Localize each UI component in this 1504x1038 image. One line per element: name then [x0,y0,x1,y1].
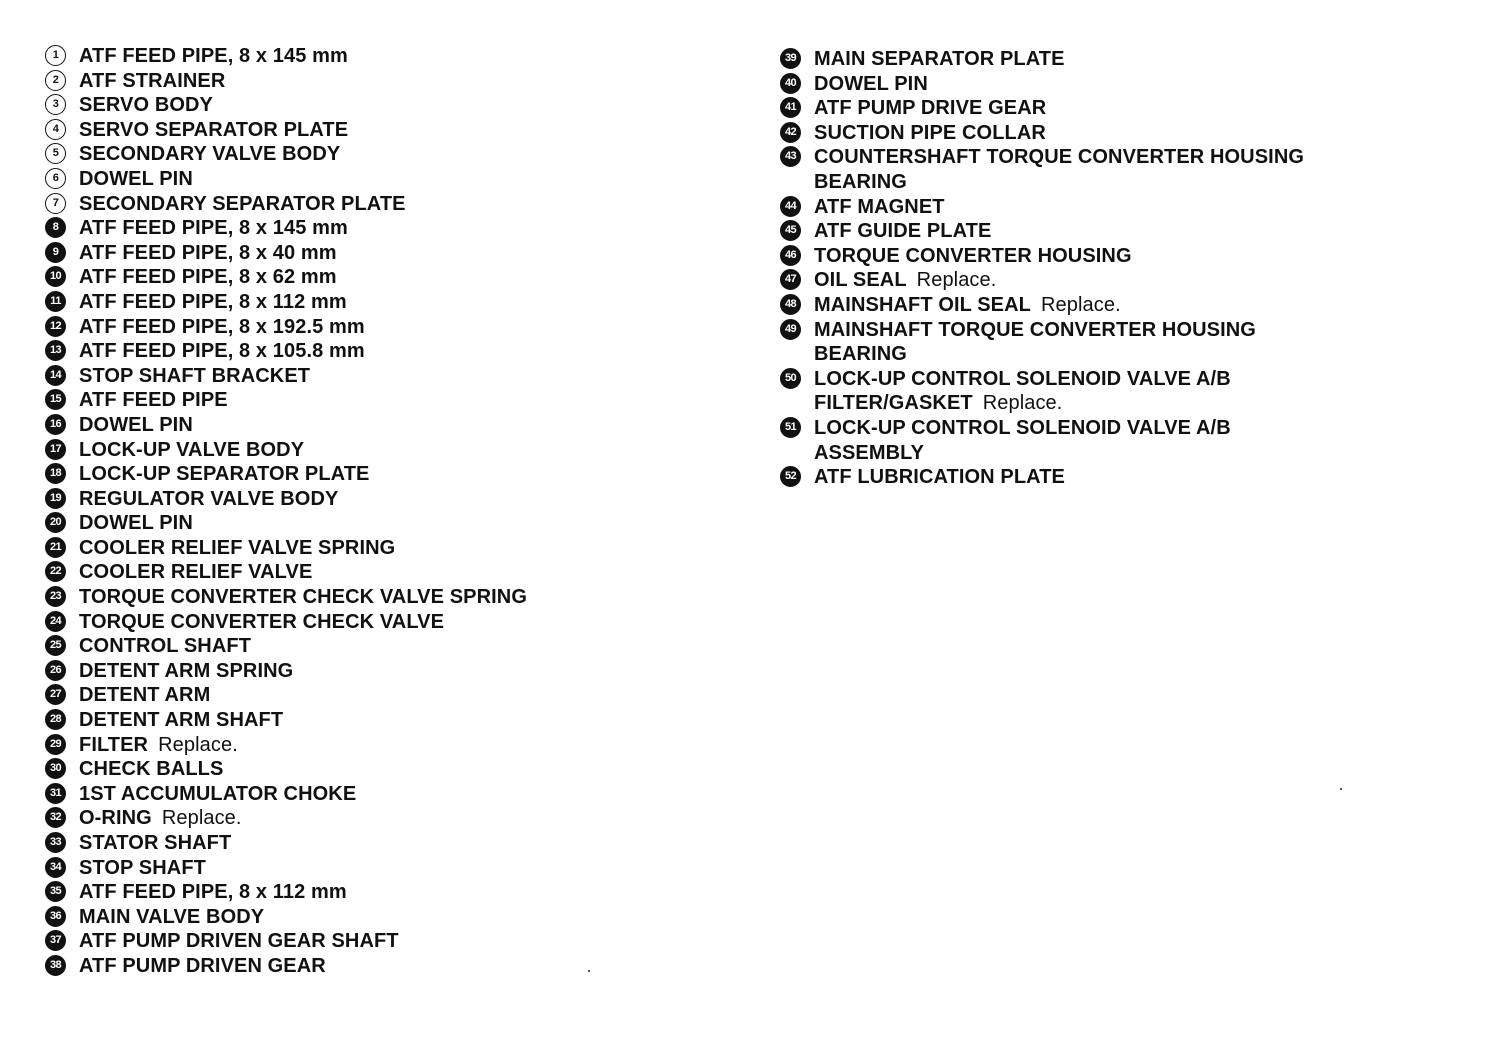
part-name: SECONDARY SEPARATOR PLATE [79,192,406,215]
item-number-badge: 14 [45,365,66,386]
part-name: LOCK-UP SEPARATOR PLATE [79,463,370,486]
item-line [79,905,264,930]
replace-note: Replace. [1041,293,1121,316]
item-line [79,683,210,708]
item-text [79,954,326,979]
item-line [79,388,228,413]
part-name: ATF FEED PIPE, 8 x 112 mm [79,290,347,313]
item-text [79,142,340,167]
item-line [79,241,337,266]
item-text [814,293,1121,318]
item-text [814,96,1046,121]
item-line [79,487,338,512]
item-number-badge: 21 [45,537,66,558]
item-line [79,93,213,118]
item-number-badge: 24 [45,611,66,632]
item-text [814,318,1256,367]
part-item [780,244,1480,269]
item-text [814,268,996,293]
part-item [45,954,705,979]
item-number-badge: 33 [45,832,66,853]
part-name: ATF PUMP DRIVEN GEAR SHAFT [79,930,399,953]
part-item [45,142,705,167]
item-number-badge: 20 [45,512,66,533]
item-text [79,462,369,487]
item-line [79,118,348,143]
item-number-badge: 31 [45,783,66,804]
scan-speck [588,970,590,972]
part-name: LOCK-UP CONTROL SOLENOID VALVE A/B [814,367,1231,390]
item-text [79,585,527,610]
item-line [79,438,304,463]
part-item [45,585,705,610]
part-item [780,47,1480,72]
item-number-badge: 9 [45,242,66,263]
item-text [79,339,365,364]
parts-list-right-column [780,47,1480,490]
part-item [45,511,705,536]
item-number-badge: 42 [780,122,801,143]
item-line [814,367,1231,392]
part-name: DETENT ARM SPRING [79,659,294,682]
item-text [79,487,338,512]
part-item [45,192,705,217]
part-name: O-RING [79,807,152,830]
item-text [79,831,231,856]
item-number-badge: 11 [45,291,66,312]
item-line [79,413,193,438]
part-name: TORQUE CONVERTER HOUSING [814,244,1132,267]
item-line [814,72,928,97]
part-item [45,167,705,192]
part-item [780,268,1480,293]
part-name: ATF FEED PIPE [79,389,228,412]
part-item [780,96,1480,121]
item-number-badge: 27 [45,684,66,705]
item-line [79,831,231,856]
item-line [79,806,242,831]
part-item [45,487,705,512]
part-name: ATF PUMP DRIVEN GEAR [79,954,326,977]
part-item [45,339,705,364]
part-item [45,880,705,905]
part-item [45,69,705,94]
part-name: COUNTERSHAFT TORQUE CONVERTER HOUSING [814,146,1305,169]
item-text [79,782,356,807]
part-name: SECONDARY VALVE BODY [79,143,341,166]
item-number-badge: 51 [780,417,801,438]
part-item [45,683,705,708]
item-number-badge: 15 [45,389,66,410]
item-text [79,733,238,758]
part-item [45,560,705,585]
item-text [79,806,242,831]
part-name: FILTER/GASKET [814,392,973,415]
item-text [814,47,1065,72]
part-name: STATOR SHAFT [79,832,232,854]
item-line [79,265,337,290]
item-line [79,659,293,684]
part-item [45,782,705,807]
part-name: DETENT ARM SHAFT [79,709,284,732]
part-name: TORQUE CONVERTER CHECK VALVE SPRING [79,586,527,609]
part-item [45,757,705,782]
item-text [79,708,283,733]
item-line [79,44,348,69]
part-item [45,536,705,561]
item-line [79,610,444,635]
part-name: MAINSHAFT TORQUE CONVERTER HOUSING [814,318,1256,341]
part-name: MAIN VALVE BODY [79,905,265,928]
item-text [79,880,347,905]
part-name: ASSEMBLY [814,441,925,464]
item-text [79,757,223,782]
part-name: ATF STRAINER [79,69,226,92]
part-item [45,634,705,659]
part-item [780,293,1480,318]
part-name: DOWEL PIN [79,413,193,436]
part-name: ATF FEED PIPE, 8 x 40 mm [79,241,337,264]
item-text [79,364,310,389]
item-text [79,536,395,561]
replace-note: Replace. [161,807,242,830]
item-text [79,683,210,708]
item-text [814,244,1132,269]
part-name: OIL SEAL [814,269,907,292]
item-line [79,315,365,340]
item-line [814,342,1256,367]
part-name: ATF PUMP DRIVE GEAR [814,97,1047,120]
part-name: DETENT ARM [79,684,211,707]
part-item [780,416,1480,465]
item-number-badge: 16 [45,414,66,435]
item-number-badge: 10 [45,266,66,287]
item-number-badge: 41 [780,97,801,118]
item-text [79,216,348,241]
item-line [814,219,991,244]
item-number-badge: 34 [45,857,66,878]
item-line [814,416,1231,441]
item-number-badge: 52 [780,466,801,487]
item-number-badge: 43 [780,146,801,167]
item-line [79,142,340,167]
part-name: LOCK-UP CONTROL SOLENOID VALVE A/B [814,416,1231,439]
parts-list-left-column [45,44,705,979]
part-item [45,856,705,881]
item-number-badge: 49 [780,319,801,340]
item-line [79,880,347,905]
part-name: COOLER RELIEF VALVE SPRING [79,536,396,559]
item-number-badge: 26 [45,660,66,681]
item-text [79,560,312,585]
item-text [814,72,928,97]
item-number-badge: 12 [45,316,66,337]
part-item [45,413,705,438]
item-line [79,511,193,536]
part-item [780,72,1480,97]
item-number-badge: 6 [45,168,66,189]
part-item [45,905,705,930]
part-name: SERVO SEPARATOR PLATE [79,118,349,141]
part-name: ATF GUIDE PLATE [814,220,992,243]
item-number-badge: 23 [45,586,66,607]
item-text [79,167,193,192]
part-name: LOCK-UP VALVE BODY [79,438,305,461]
item-text [814,416,1231,465]
item-line [79,462,369,487]
part-item [45,659,705,684]
item-text [79,856,206,881]
item-line [79,733,238,758]
part-name: STOP SHAFT BRACKET [79,364,311,387]
item-line [79,192,406,217]
item-line [814,145,1304,170]
item-number-badge: 13 [45,340,66,361]
item-text [79,511,193,536]
item-text [79,192,406,217]
part-name: ATF FEED PIPE, 8 x 145 mm [79,217,348,240]
part-item [45,364,705,389]
part-item [45,93,705,118]
item-number-badge: 29 [45,734,66,755]
part-item [45,610,705,635]
item-line [79,757,223,782]
item-number-badge: 44 [780,196,801,217]
item-text [814,465,1065,490]
part-item [45,733,705,758]
part-item [45,806,705,831]
item-line [814,391,1231,416]
part-name: DOWEL PIN [79,512,193,535]
item-number-badge: 50 [780,368,801,389]
part-name: MAIN SEPARATOR PLATE [814,48,1065,70]
part-item [45,216,705,241]
item-number-badge: 3 [45,94,66,115]
part-item [780,195,1480,220]
item-text [79,241,337,266]
part-name: COOLER RELIEF VALVE [79,561,313,584]
part-item [780,367,1480,416]
item-line [79,634,251,659]
item-line [814,293,1121,318]
part-name: CHECK BALLS [79,758,224,781]
item-number-badge: 37 [45,930,66,951]
part-item [45,388,705,413]
item-number-badge: 8 [45,217,66,238]
part-name: CONTROL SHAFT [79,635,252,658]
replace-note: Replace. [916,269,997,292]
item-text [79,388,228,413]
part-item [45,438,705,463]
item-text [814,219,991,244]
part-name: ATF FEED PIPE, 8 x 62 mm [79,266,337,289]
item-line [79,708,283,733]
item-number-badge: 17 [45,439,66,460]
part-item [45,241,705,266]
part-item [780,465,1480,490]
item-line [814,121,1046,146]
item-number-badge: 35 [45,881,66,902]
part-name: BEARING [814,170,907,193]
item-number-badge: 1 [45,45,66,66]
item-text [79,69,225,94]
item-text [79,438,304,463]
item-number-badge: 5 [45,143,66,164]
item-line [814,318,1256,343]
part-item [45,929,705,954]
item-number-badge: 45 [780,220,801,241]
part-item [45,265,705,290]
item-line [79,216,348,241]
item-line [814,244,1132,269]
item-line [814,441,1231,466]
part-name: ATF FEED PIPE, 8 x 105.8 mm [79,340,365,363]
item-number-badge: 32 [45,807,66,828]
item-number-badge: 39 [780,48,801,69]
item-number-badge: 7 [45,193,66,214]
item-number-badge: 40 [780,73,801,94]
part-name: ATF FEED PIPE, 8 x 145 mm [79,45,348,67]
part-name: ATF FEED PIPE, 8 x 112 mm [79,881,347,904]
item-number-badge: 19 [45,488,66,509]
item-text [79,905,264,930]
item-line [79,364,310,389]
item-number-badge: 2 [45,70,66,91]
item-number-badge: 22 [45,561,66,582]
item-line [79,929,399,954]
part-name: SERVO BODY [79,94,213,117]
item-text [79,413,193,438]
part-name: MAINSHAFT OIL SEAL [814,293,1031,316]
item-line [79,290,347,315]
part-item [780,318,1480,367]
part-item [780,121,1480,146]
item-number-badge: 36 [45,906,66,927]
item-text [814,121,1046,146]
item-line [79,560,312,585]
item-line [814,465,1065,490]
part-item [45,462,705,487]
part-name: BEARING [814,343,907,366]
part-item [45,831,705,856]
item-text [79,610,444,635]
item-text [79,265,337,290]
item-line [79,69,225,94]
item-text [79,634,251,659]
part-item [45,290,705,315]
item-line [814,268,996,293]
item-number-badge: 48 [780,294,801,315]
item-text [79,44,348,69]
item-number-badge: 28 [45,709,66,730]
replace-note: Replace. [158,733,238,756]
item-number-badge: 4 [45,119,66,140]
part-item [45,118,705,143]
item-line [79,339,365,364]
item-line [79,536,395,561]
item-text [79,93,213,118]
item-line [814,170,1304,195]
part-name: TORQUE CONVERTER CHECK VALVE [79,610,445,633]
item-line [814,47,1065,72]
part-name: ATF LUBRICATION PLATE [814,466,1065,489]
part-name: FILTER [79,733,149,756]
item-text [79,118,348,143]
item-number-badge: 30 [45,758,66,779]
part-item [780,145,1480,194]
part-item [45,44,705,69]
part-name: SUCTION PIPE COLLAR [814,121,1046,144]
part-name: 1ST ACCUMULATOR CHOKE [79,782,357,805]
part-name: ATF FEED PIPE, 8 x 192.5 mm [79,315,365,338]
item-number-badge: 18 [45,463,66,484]
item-number-badge: 46 [780,245,801,266]
item-text [79,929,399,954]
item-text [814,145,1304,194]
item-line [79,167,193,192]
item-line [814,96,1046,121]
item-number-badge: 25 [45,635,66,656]
item-text [79,290,347,315]
part-name: DOWEL PIN [79,167,193,190]
part-name: DOWEL PIN [814,72,928,95]
item-line [79,782,356,807]
part-name: STOP SHAFT [79,856,206,879]
item-text [79,315,365,340]
item-line [79,856,206,881]
part-name: ATF MAGNET [814,195,945,218]
item-line [79,954,326,979]
item-line [814,195,945,220]
part-item [45,708,705,733]
part-item [780,219,1480,244]
scan-speck [1340,788,1342,790]
item-number-badge: 47 [780,269,801,290]
item-text [79,659,293,684]
item-number-badge: 38 [45,955,66,976]
part-item [45,315,705,340]
part-name: REGULATOR VALVE BODY [79,487,339,510]
replace-note: Replace. [982,392,1063,415]
item-text [814,367,1231,416]
item-line [79,585,527,610]
item-text [814,195,945,220]
